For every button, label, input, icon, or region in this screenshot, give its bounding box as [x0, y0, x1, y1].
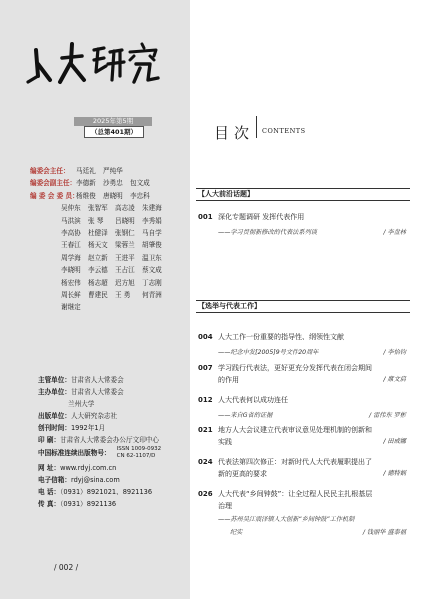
board-name: 何青洲	[142, 290, 162, 299]
toc-entry[interactable]	[198, 488, 410, 536]
board-name: 王占江	[115, 266, 135, 275]
board-name: 蔡文成	[142, 266, 162, 275]
board-director-row	[30, 165, 190, 177]
entry-title-cont: 的作用	[218, 376, 239, 384]
cn-value: CN 62-1107/D	[116, 453, 156, 459]
entry-author: / 钱丽华 盛泰福	[362, 529, 406, 536]
journal-logo	[24, 36, 164, 92]
board-members-row	[30, 252, 190, 264]
fax-label: 传 真：	[38, 500, 61, 508]
board-members-list	[30, 202, 190, 314]
serial-number-label: 中国标准连续出版物号：	[38, 449, 111, 457]
toc-entry[interactable]	[198, 331, 410, 356]
board-name: 王 勇	[115, 290, 131, 299]
board-name: 张 琴	[88, 216, 104, 225]
entry-subtitle: ——学习贯彻新修改的代表法系列谈	[218, 229, 317, 236]
phone-label: 电 话：	[38, 488, 61, 496]
entry-author: / 李怡钧	[383, 349, 406, 356]
board-name: 李晓明	[61, 266, 81, 275]
section-header: 【选举与代表工作】	[196, 300, 410, 313]
publication-info	[38, 374, 188, 510]
printer-label: 印 刷：	[38, 436, 61, 444]
board-name: 温卫东	[142, 253, 162, 262]
entry-title: 人大代表“乡间钟鼓”：让全过程人民民主扎根基层	[218, 490, 373, 498]
board-name: 吴仲东	[61, 204, 81, 213]
board-name: 杨志超	[88, 278, 108, 287]
board-name: 张智军	[88, 204, 108, 213]
board-members-row	[30, 190, 190, 202]
founded-value: 1992年1月	[70, 424, 106, 432]
entry-page: 012	[198, 396, 213, 404]
board-members-row	[30, 227, 190, 239]
toc-entry[interactable]	[198, 362, 410, 386]
entry-title: 人大代表何以成功连任	[218, 396, 288, 404]
board-name: 周长鲜	[61, 290, 81, 299]
board-name: 李高协	[61, 228, 81, 237]
board-name: 马廷礼	[76, 167, 96, 175]
board-name: 李德新	[76, 179, 96, 188]
board-name: 曹建民	[88, 290, 108, 299]
board-members-label: 编 委 会 委 员：	[30, 191, 79, 200]
journal-calligraphy-logo	[24, 36, 164, 92]
sponsor-label: 主管单位：	[38, 376, 71, 384]
board-name: 沙勇忠	[103, 179, 123, 188]
board-members-row	[30, 239, 190, 251]
board-name: 杨天文	[88, 241, 108, 250]
entry-author: / 雷伟东 罗彬	[369, 412, 406, 419]
toc-entry[interactable]	[198, 394, 410, 419]
entry-title: 人大工作一份重要的指导性、纲领性文献	[218, 333, 344, 341]
board-name: 包文成	[130, 179, 150, 188]
issn-value: ISSN 1009-0932	[116, 446, 162, 452]
entry-page: 021	[198, 426, 213, 434]
editorial-board	[30, 165, 190, 314]
entry-author: / 席文启	[383, 376, 406, 383]
board-name: 朱建海	[142, 204, 162, 213]
board-name: 高志凌	[115, 204, 135, 213]
board-name: 唐晓明	[103, 191, 123, 200]
printer-value: 甘肃省人大常委会办公厅文印中心	[60, 436, 159, 444]
entry-title-cont: 新的更高的要求	[218, 470, 267, 478]
board-members-row	[30, 215, 190, 227]
board-members-row	[30, 301, 190, 313]
serial-numbers	[117, 446, 161, 460]
board-members-row	[30, 289, 190, 301]
website-label: 网 址：	[38, 464, 61, 472]
board-name: 周学海	[61, 253, 81, 262]
host-label: 主办单位：	[38, 388, 71, 396]
toc-title-en: CONTENTS	[262, 127, 306, 135]
entry-page: 024	[198, 458, 213, 466]
entry-author: / 田成娜	[383, 438, 406, 445]
board-members-row	[30, 277, 190, 289]
board-members-row	[30, 264, 190, 276]
entry-page: 007	[198, 364, 213, 372]
board-name: 李云德	[88, 266, 108, 275]
toc-entry[interactable]	[198, 456, 410, 480]
board-members-row	[30, 202, 190, 214]
board-name: 赵立新	[88, 253, 108, 262]
entry-title: 学习践行代表法，更好更充分发挥代表在闭会期间	[218, 364, 372, 372]
host-value-2: 兰州大学	[68, 400, 95, 408]
board-name: 严纯华	[103, 167, 123, 175]
board-name: 梁蓉兰	[115, 241, 135, 250]
section-header: 【人大前沿话题】	[196, 188, 410, 201]
sponsor-value: 甘肃省人大常委会	[70, 376, 124, 384]
entry-page: 001	[198, 213, 213, 221]
board-name: 迟方旭	[115, 278, 135, 287]
board-name: 杨宏伟	[61, 278, 81, 287]
issue-total-badge: （总第401期）	[84, 126, 144, 138]
entry-subtitle-cont: 纪实	[230, 529, 243, 536]
board-name: 王春江	[61, 241, 81, 250]
board-name: 吕晓明	[115, 216, 135, 225]
founded-label: 创刊时间：	[38, 424, 71, 432]
issue-badge: 2025年第5期	[74, 117, 152, 126]
board-name: 谢继定	[61, 303, 81, 312]
board-name: 丁志刚	[142, 278, 162, 287]
fax-value: （0931）8921136	[60, 500, 117, 508]
entry-title-cont: 治理	[218, 502, 232, 510]
publisher-value: 人大研究杂志社	[70, 412, 118, 420]
board-name: 马自学	[142, 228, 162, 237]
entry-subtitle: ——来自G省的证据	[218, 412, 273, 419]
entry-page: 026	[198, 490, 213, 498]
website-value[interactable]: www.rdyj.com.cn	[60, 464, 117, 472]
entry-title: 地方人大会议建立代表审议意见处理机制的创新和	[218, 426, 372, 434]
entry-title-cont: 实践	[218, 438, 232, 446]
board-deputy-row	[30, 177, 190, 189]
title-divider	[256, 116, 257, 138]
host-value: 甘肃省人大常委会	[70, 388, 124, 396]
publisher-label: 出版单位：	[38, 412, 71, 420]
board-deputy-label: 编委会副主任：	[30, 179, 77, 188]
board-name: 张钢仁	[115, 228, 135, 237]
email-value[interactable]: rdyj@sina.com	[70, 476, 120, 484]
entry-author: / 德特娲	[383, 470, 406, 477]
entry-subtitle: ——纪念中发[2005]9号文件20周年	[218, 349, 319, 356]
toc-entry[interactable]	[198, 211, 410, 236]
left-panel	[0, 0, 190, 599]
board-director-label: 编委会主任：	[30, 167, 70, 175]
board-name: 杜健泽	[88, 228, 108, 237]
entry-subtitle: ——苏州吴江震泽镇人大创新“乡间钟鼓”工作机制	[218, 516, 355, 523]
toc-entry[interactable]	[198, 424, 410, 448]
board-name: 杨维俊	[76, 191, 96, 200]
entry-title: 代表法第四次修正：对新时代人大代表履职提出了	[218, 458, 372, 466]
board-name: 李秀娟	[142, 216, 162, 225]
email-label: 电子信箱：	[38, 476, 71, 484]
entry-page: 004	[198, 333, 213, 341]
board-name: 马洪滨	[61, 216, 81, 225]
entry-author: / 李盘林	[383, 229, 406, 236]
board-name: 王进平	[115, 253, 135, 262]
board-name: 李忠科	[130, 191, 150, 200]
phone-value: （0931）8921021、8921136	[60, 488, 153, 496]
page-number: / 002 /	[54, 563, 79, 572]
entry-title: 深化专题调研 发挥代表作用	[218, 213, 305, 221]
board-name: 胡肇俊	[142, 241, 162, 250]
toc-title: 目次	[214, 124, 255, 142]
